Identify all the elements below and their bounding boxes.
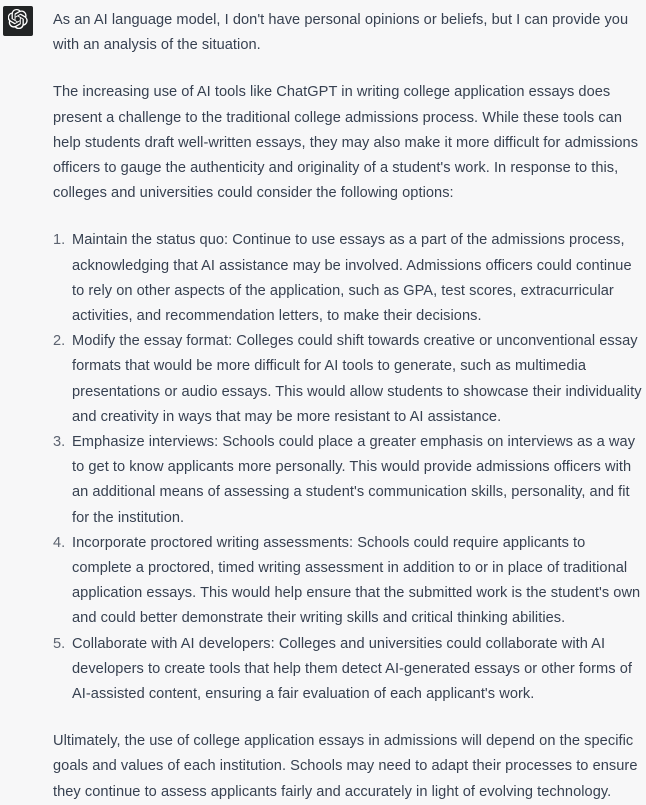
list-item-number: 5. bbox=[53, 635, 66, 652]
list-item bbox=[53, 329, 643, 430]
message-content bbox=[53, 8, 643, 805]
intro-paragraph: As an AI language model, I don't have personal opinions or beliefs, but I can provide you with an analysis of the situation. bbox=[53, 12, 629, 54]
list-item-number: 3. bbox=[53, 434, 66, 451]
conclusion-paragraph: Ultimately, the use of college application essays in admissions will depend on the specific goals and values of each institution. Schools may need to adapt their processes to ensure they continue to assess applicants fairly and accurately in light of evolving technology. bbox=[53, 733, 638, 800]
list-item-number: 4. bbox=[53, 534, 66, 551]
list-item-text: Modify the essay format: Colleges could shift towards creative or unconventional essay formats that would be more difficult for AI tools to generate, such as multimedia presentations or audio essays. This would allow students to showcase their individuality and creativity in ways that may be more resistant to AI assistance. bbox=[72, 333, 642, 425]
list-item bbox=[53, 632, 643, 708]
list-item-text: Maintain the status quo: Continue to use essays as a part of the admissions process, acknowledging that AI assistance may be involved. Admissions officers could continue to rely on other aspects of the application, such as GPA, test scores, extracurricular activities, and recommendation letters, to make their decisions. bbox=[72, 232, 632, 325]
assistant-avatar bbox=[3, 6, 33, 36]
list-item-text: Incorporate proctored writing assessments: Schools could require applicants to complete a proctored, timed writing assessment in addition to or in place of traditional application essays. This would help ensure that the submitted work is the student's own and could better demonstrate their writing skills and critical thinking abilities. bbox=[72, 534, 641, 627]
list-item-text: Collaborate with AI developers: Colleges and universities could collaborate with AI developers to create tools that help them detect AI-generated essays or other forms of AI-assisted content, ensuring a fair evaluation of each applicant's work. bbox=[72, 635, 632, 703]
openai-logo-icon bbox=[8, 9, 28, 34]
list-item bbox=[53, 430, 643, 531]
list-item-text: Emphasize interviews: Schools could place a greater emphasis on interviews as a way to get to know applicants more personally. This would provide admissions officers with an additional means of assessing a student's communication skills, personality, and fit for the institution. bbox=[72, 434, 636, 526]
list-item bbox=[53, 531, 643, 632]
list-item-number: 1. bbox=[53, 232, 66, 249]
context-paragraph: The increasing use of AI tools like ChatGPT in writing college application essays does present a challenge to the traditional college admissions process. While these tools can help students draft well-written essays, they may also make it more difficult for admissions officers to gauge the authenticity and originality of a student's work. In response to this, colleges and universities could consider the following options: bbox=[53, 84, 639, 202]
list-item bbox=[53, 228, 643, 329]
list-item-number: 2. bbox=[53, 333, 66, 350]
options-list bbox=[53, 228, 643, 707]
